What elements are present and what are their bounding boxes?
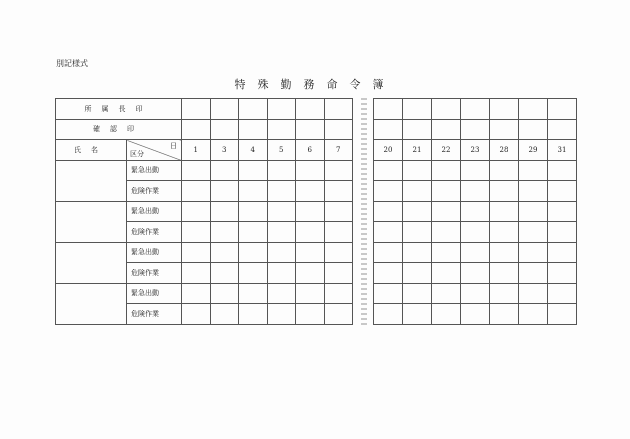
category-label: 区分 bbox=[130, 149, 144, 158]
day-cell bbox=[182, 304, 211, 325]
day-cell bbox=[461, 242, 490, 263]
confirm-seal-label: 確認印 bbox=[56, 119, 182, 140]
category-cell: 緊急出動 bbox=[127, 242, 182, 263]
category-cell: 危険作業 bbox=[127, 304, 182, 325]
seal-cell bbox=[490, 99, 519, 120]
table-row bbox=[374, 201, 577, 222]
day-cell bbox=[182, 181, 211, 202]
day-cell bbox=[267, 181, 296, 202]
day-header: 23 bbox=[461, 140, 490, 161]
day-cell bbox=[374, 263, 403, 284]
day-cell bbox=[519, 160, 548, 181]
seal-cell bbox=[239, 99, 268, 120]
table-row bbox=[374, 160, 577, 181]
name-cell bbox=[56, 242, 127, 283]
day-cell bbox=[374, 160, 403, 181]
day-cell bbox=[324, 222, 353, 243]
day-cell bbox=[182, 222, 211, 243]
day-cell bbox=[374, 242, 403, 263]
day-cell bbox=[210, 242, 239, 263]
day-cell bbox=[239, 160, 268, 181]
day-cell bbox=[324, 201, 353, 222]
day-cell bbox=[267, 222, 296, 243]
day-cell bbox=[490, 181, 519, 202]
day-cell bbox=[374, 283, 403, 304]
day-cell bbox=[324, 160, 353, 181]
table-row bbox=[56, 160, 353, 181]
day-cell bbox=[490, 242, 519, 263]
day-category-header bbox=[127, 140, 182, 161]
day-cell bbox=[548, 181, 577, 202]
day-cell bbox=[239, 263, 268, 284]
day-cell bbox=[403, 242, 432, 263]
day-cell bbox=[374, 181, 403, 202]
category-cell: 緊急出動 bbox=[127, 201, 182, 222]
supervisor-seal-label: 所属長印 bbox=[56, 99, 182, 120]
seal-cell bbox=[548, 119, 577, 140]
day-cell bbox=[490, 222, 519, 243]
day-cell bbox=[490, 283, 519, 304]
seal-cell bbox=[519, 99, 548, 120]
table-row bbox=[374, 283, 577, 304]
day-header: 22 bbox=[432, 140, 461, 161]
name-cell bbox=[56, 283, 127, 324]
table-row bbox=[374, 222, 577, 243]
seal-cell bbox=[296, 119, 325, 140]
day-cell bbox=[461, 263, 490, 284]
day-cell bbox=[374, 222, 403, 243]
day-cell bbox=[182, 201, 211, 222]
seal-cell bbox=[210, 119, 239, 140]
day-cell bbox=[461, 304, 490, 325]
day-cell bbox=[490, 304, 519, 325]
day-cell bbox=[490, 201, 519, 222]
day-header: 28 bbox=[490, 140, 519, 161]
day-cell bbox=[239, 201, 268, 222]
day-cell bbox=[461, 160, 490, 181]
day-cell bbox=[548, 222, 577, 243]
day-cell bbox=[324, 304, 353, 325]
day-cell bbox=[432, 160, 461, 181]
day-header: 21 bbox=[403, 140, 432, 161]
day-cell bbox=[461, 201, 490, 222]
day-cell bbox=[519, 242, 548, 263]
day-cell bbox=[432, 304, 461, 325]
day-cell bbox=[239, 283, 268, 304]
day-cell bbox=[210, 222, 239, 243]
day-cell bbox=[548, 201, 577, 222]
day-cell bbox=[490, 160, 519, 181]
day-cell bbox=[210, 181, 239, 202]
day-cell bbox=[403, 222, 432, 243]
day-cell bbox=[239, 222, 268, 243]
seal-cell bbox=[267, 119, 296, 140]
day-label: 日 bbox=[170, 142, 177, 150]
category-cell: 危険作業 bbox=[127, 263, 182, 284]
seal-cell bbox=[324, 119, 353, 140]
day-cell bbox=[548, 160, 577, 181]
day-cell bbox=[210, 304, 239, 325]
day-cell bbox=[432, 222, 461, 243]
day-cell bbox=[519, 181, 548, 202]
day-cell bbox=[239, 304, 268, 325]
table-row bbox=[374, 304, 577, 325]
seal-cell bbox=[432, 99, 461, 120]
seal-cell bbox=[324, 99, 353, 120]
left-table bbox=[55, 98, 353, 325]
day-cell bbox=[296, 283, 325, 304]
day-cell bbox=[403, 201, 432, 222]
day-cell bbox=[296, 242, 325, 263]
day-cell bbox=[519, 222, 548, 243]
day-cell bbox=[182, 242, 211, 263]
day-header: 6 bbox=[296, 140, 325, 161]
day-cell bbox=[461, 222, 490, 243]
day-cell bbox=[324, 283, 353, 304]
seal-cell bbox=[182, 119, 211, 140]
day-cell bbox=[403, 283, 432, 304]
table-row bbox=[374, 181, 577, 202]
seal-cell bbox=[490, 119, 519, 140]
seal-cell bbox=[182, 99, 211, 120]
day-header: 29 bbox=[519, 140, 548, 161]
seal-cell bbox=[461, 99, 490, 120]
day-cell bbox=[432, 181, 461, 202]
day-cell bbox=[296, 222, 325, 243]
day-cell bbox=[267, 304, 296, 325]
day-cell bbox=[210, 263, 239, 284]
seal-cell bbox=[403, 119, 432, 140]
day-cell bbox=[324, 242, 353, 263]
day-cell bbox=[403, 181, 432, 202]
day-header: 3 bbox=[210, 140, 239, 161]
category-cell: 緊急出動 bbox=[127, 283, 182, 304]
day-cell bbox=[267, 201, 296, 222]
table-row bbox=[56, 242, 353, 263]
day-cell bbox=[182, 263, 211, 284]
day-cell bbox=[324, 181, 353, 202]
table-break-marker bbox=[361, 98, 367, 327]
day-cell bbox=[296, 160, 325, 181]
day-header: 7 bbox=[324, 140, 353, 161]
category-cell: 危険作業 bbox=[127, 181, 182, 202]
table-row bbox=[56, 283, 353, 304]
day-header: 20 bbox=[374, 140, 403, 161]
day-header: 1 bbox=[182, 140, 211, 161]
day-cell bbox=[432, 201, 461, 222]
day-cell bbox=[548, 283, 577, 304]
day-cell bbox=[210, 201, 239, 222]
day-cell bbox=[210, 160, 239, 181]
day-cell bbox=[267, 160, 296, 181]
day-cell bbox=[403, 304, 432, 325]
seal-cell bbox=[374, 119, 403, 140]
document-title: 特殊勤務命令簿 bbox=[234, 78, 396, 91]
day-cell bbox=[374, 304, 403, 325]
day-cell bbox=[267, 242, 296, 263]
seal-cell bbox=[519, 119, 548, 140]
day-cell bbox=[296, 181, 325, 202]
seal-cell bbox=[210, 99, 239, 120]
seal-cell bbox=[296, 99, 325, 120]
seal-cell bbox=[267, 99, 296, 120]
day-cell bbox=[519, 283, 548, 304]
day-cell bbox=[519, 263, 548, 284]
table-row bbox=[374, 242, 577, 263]
day-cell bbox=[461, 283, 490, 304]
day-cell bbox=[239, 242, 268, 263]
category-cell: 危険作業 bbox=[127, 222, 182, 243]
day-cell bbox=[432, 263, 461, 284]
name-cell bbox=[56, 201, 127, 242]
right-table bbox=[373, 98, 577, 325]
day-cell bbox=[324, 263, 353, 284]
seal-cell bbox=[374, 99, 403, 120]
day-cell bbox=[296, 201, 325, 222]
day-header: 4 bbox=[239, 140, 268, 161]
seal-cell bbox=[548, 99, 577, 120]
day-cell bbox=[519, 304, 548, 325]
day-cell bbox=[267, 263, 296, 284]
form-label: 別記様式 bbox=[56, 59, 88, 68]
day-cell bbox=[403, 160, 432, 181]
day-cell bbox=[296, 304, 325, 325]
day-cell bbox=[490, 263, 519, 284]
day-cell bbox=[296, 263, 325, 284]
day-cell bbox=[519, 201, 548, 222]
seal-cell bbox=[432, 119, 461, 140]
day-cell bbox=[210, 283, 239, 304]
seal-cell bbox=[403, 99, 432, 120]
day-cell bbox=[432, 242, 461, 263]
name-cell bbox=[56, 160, 127, 201]
category-cell: 緊急出動 bbox=[127, 160, 182, 181]
seal-cell bbox=[461, 119, 490, 140]
day-cell bbox=[403, 263, 432, 284]
day-cell bbox=[239, 181, 268, 202]
day-cell bbox=[548, 242, 577, 263]
day-cell bbox=[548, 263, 577, 284]
table-row bbox=[56, 201, 353, 222]
day-cell bbox=[432, 283, 461, 304]
seal-cell bbox=[239, 119, 268, 140]
day-cell bbox=[548, 304, 577, 325]
day-cell bbox=[182, 160, 211, 181]
day-cell bbox=[182, 283, 211, 304]
day-cell bbox=[267, 283, 296, 304]
day-cell bbox=[374, 201, 403, 222]
name-header: 氏名 bbox=[56, 140, 127, 161]
day-header: 31 bbox=[548, 140, 577, 161]
day-header: 5 bbox=[267, 140, 296, 161]
table-row bbox=[374, 263, 577, 284]
day-cell bbox=[461, 181, 490, 202]
